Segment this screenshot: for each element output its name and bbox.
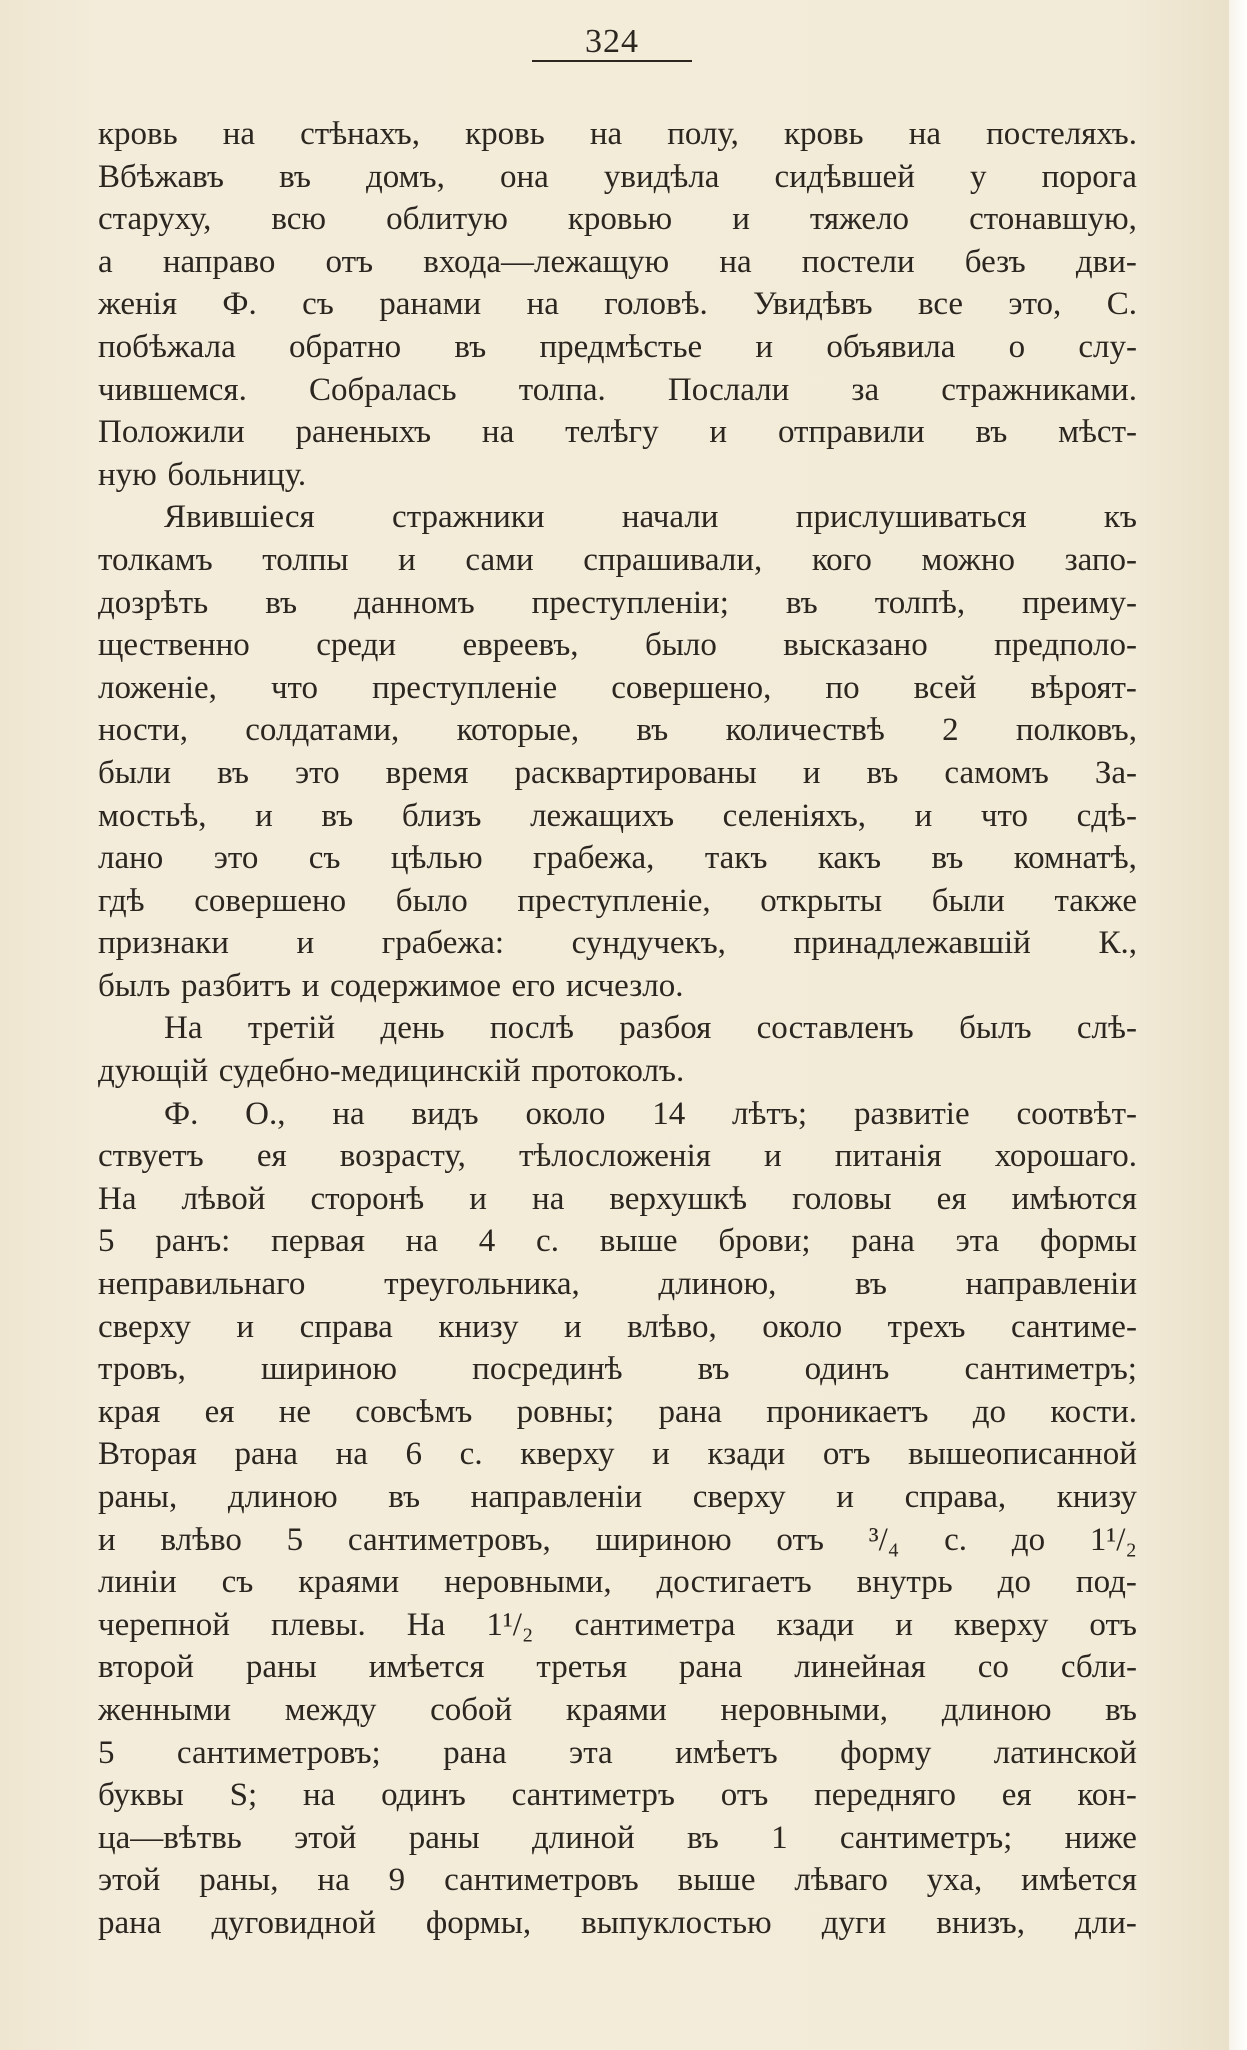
text-line: мостьѣ, и въ близъ лежащихъ селеніяхъ, и что сдѣ- <box>98 797 1137 834</box>
text-line: рана дуговидной формы, выпуклостью дуги внизъ, дли- <box>98 1904 1137 1941</box>
text-line: женія Ф. съ ранами на головѣ. Увидѣвъ все это, С. <box>98 286 1137 323</box>
text-line: Ф. О., на видъ около 14 лѣтъ; развитіе соотвѣт- <box>164 1095 1137 1132</box>
page-number-rule <box>532 60 692 62</box>
text-line: второй раны имѣется третья рана линейная со сбли- <box>98 1649 1137 1686</box>
text-line: чившемся. Собралась толпа. Послали за стражниками. <box>98 371 1137 408</box>
text-line: тровъ, шириною посрединѣ въ одинъ сантиметръ; <box>98 1351 1137 1388</box>
text-line: этой раны, на 9 сантиметровъ выше лѣваго уха, имѣется <box>98 1862 1137 1899</box>
text-line: а направо отъ входа—лежащую на постели безъ дви- <box>98 243 1137 280</box>
text-line: Вторая рана на 6 с. кверху и кзади отъ вышеописанной <box>98 1436 1137 1473</box>
text-line: дующій судебно-медицинскій протоколъ. <box>98 1053 685 1090</box>
text-line: былъ разбитъ и содержимое его исчезло. <box>98 967 684 1004</box>
text-line: Вбѣжавъ въ домъ, она увидѣла сидѣвшей у порога <box>98 158 1137 195</box>
text-line: старуху, всю облитую кровью и тяжело стонавшую, <box>98 201 1137 238</box>
page-number: 324 <box>585 23 639 60</box>
text-line: ности, солдатами, которые, въ количествѣ 2 полковъ, <box>98 712 1137 749</box>
text-line: На третій день послѣ разбоя составленъ былъ слѣ- <box>164 1010 1137 1047</box>
text-line: были въ это время расквартированы и въ самомъ За- <box>98 754 1137 791</box>
text-line: щественно среди евреевъ, было высказано предполо- <box>98 627 1137 664</box>
text-line: 5 ранъ: первая на 4 с. выше брови; рана эта формы <box>98 1223 1137 1260</box>
text-line: кровь на стѣнахъ, кровь на полу, кровь на постеляхъ. <box>98 116 1137 152</box>
body-text <box>98 113 1137 1945</box>
text-line: ложеніе, что преступленіе совершено, по всей вѣроят- <box>98 669 1137 706</box>
text-line: края ея не совсѣмъ ровны; рана проникаетъ до кости. <box>98 1393 1137 1430</box>
text-line: На лѣвой сторонѣ и на верхушкѣ головы ея имѣются <box>98 1180 1137 1217</box>
text-line: признаки и грабежа: сундучекъ, принадлежавшій К., <box>98 925 1137 962</box>
text-line: ствуетъ ея возрасту, тѣлосложенія и питанія хорошаго. <box>98 1138 1137 1175</box>
text-line: линіи съ краями неровными, достигаетъ внутрь до под- <box>98 1564 1137 1601</box>
text-line: неправильнаго треугольника, длиною, въ направленіи <box>98 1266 1137 1303</box>
text-line: побѣжала обратно въ предмѣстье и объявила о слу- <box>98 328 1137 365</box>
text-line: Положили раненыхъ на телѣгу и отправили въ мѣст- <box>98 414 1137 451</box>
text-line: и влѣво 5 сантиметровъ, шириною отъ ³/₄ с. до 1¹/₂ <box>98 1521 1137 1558</box>
text-line: дозрѣть въ данномъ преступленіи; въ толпѣ, преиму- <box>98 584 1137 621</box>
text-line: буквы S; на одинъ сантиметръ отъ передняго ея кон- <box>98 1777 1137 1814</box>
text-line: Явившіеся стражники начали прислушиваться къ <box>164 499 1137 536</box>
text-line: черепной плевы. На 1¹/₂ сантиметра кзади и кверху отъ <box>98 1606 1137 1643</box>
text-line: раны, длиною въ направленіи сверху и справа, книзу <box>98 1479 1137 1515</box>
text-line: сверху и справа книзу и влѣво, около трехъ сантиме- <box>98 1308 1137 1345</box>
text-line: ную больницу. <box>98 456 307 493</box>
text-line: 5 сантиметровъ; рана эта имѣетъ форму латинской <box>98 1734 1137 1771</box>
text-line: ца—вѣтвь этой раны длиной въ 1 сантиметръ; ниже <box>98 1819 1137 1856</box>
page-edge <box>1229 0 1247 2050</box>
text-line: лано это съ цѣлью грабежа, такъ какъ въ комнатѣ, <box>98 840 1137 877</box>
text-line: гдѣ совершено было преступленіе, открыты были также <box>98 882 1137 919</box>
text-line: женными между собой краями неровными, длиною въ <box>98 1691 1137 1728</box>
text-line: толкамъ толпы и сами спрашивали, кого можно запо- <box>98 541 1137 578</box>
